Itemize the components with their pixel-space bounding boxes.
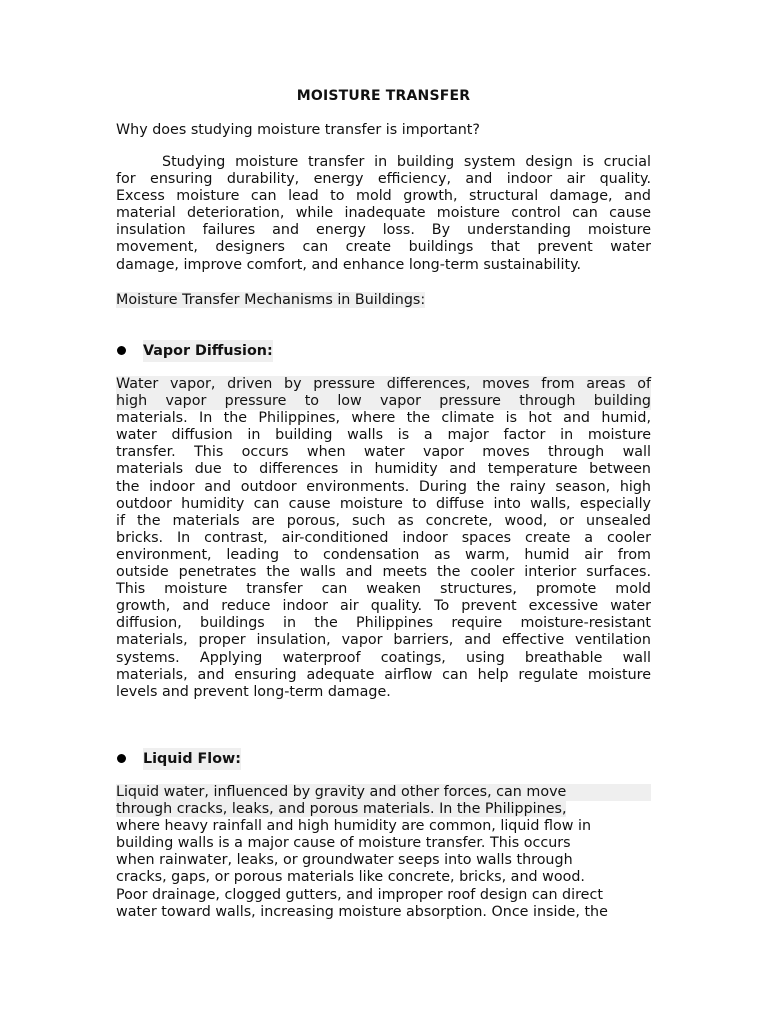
document-title: MOISTURE TRANSFER (296, 88, 471, 104)
vapor-diffusion-paragraph (116, 376, 651, 701)
paragraph-line: through cracks, leaks, and porous materials. In the Philippines, (116, 801, 567, 818)
intro-line: insulation failures and energy loss. By understanding moisture (116, 222, 651, 239)
bullet-vapor-diffusion (116, 340, 651, 362)
bullet-icon (117, 754, 126, 763)
question-text: Why does studying moisture transfer is important? (116, 122, 480, 138)
paragraph-line: diffusion, buildings in the Philippines require moisture-resistant (116, 615, 651, 632)
section-heading: Liquid Flow: (143, 748, 241, 770)
paragraph-line: where heavy rainfall and high humidity are common, liquid flow in (116, 818, 592, 835)
paragraph-line: Water vapor, driven by pressure differences, moves from areas of (116, 376, 651, 392)
paragraph-line: water diffusion in building walls is a major factor in moisture (116, 427, 651, 444)
paragraph-line: environment, leading to condensation as warm, humid air from (116, 546, 651, 563)
paragraph-line: cracks, gaps, or porous materials like concrete, bricks, and wood. (116, 869, 585, 886)
intro-line: Studying moisture transfer in building system design is crucial (162, 154, 651, 170)
paragraph-line: growth, and reduce indoor air quality. To prevent excessive water (116, 598, 651, 615)
paragraph-line: the indoor and outdoor environments. During the rainy season, high (116, 478, 651, 495)
intro-line: Excess moisture can lead to mold growth, structural damage, and (116, 188, 651, 205)
paragraph-line: outside penetrates the walls and meets the cooler interior surfaces. (116, 564, 651, 581)
paragraph-line: Poor drainage, clogged gutters, and improper roof design can direct (116, 886, 603, 903)
intro-line: for ensuring durability, energy efficiency, and indoor air quality. (116, 171, 651, 188)
paragraph-line: transfer. This occurs when water vapor moves through wall (116, 444, 651, 461)
intro-line: movement, designers can create buildings that prevent water (116, 239, 651, 256)
paragraph-line: outdoor humidity can cause moisture to diffuse into walls, especially (116, 495, 651, 512)
intro-paragraph (116, 154, 651, 274)
section-heading: Vapor Diffusion: (143, 340, 273, 362)
paragraph-line: materials, and ensuring adequate airflow can help regulate moisture (116, 666, 651, 683)
paragraph-line: when rainwater, leaks, or groundwater seeps into walls through (116, 852, 573, 869)
paragraph-line: materials due to differences in humidity and temperature between (116, 461, 651, 478)
paragraph-line: water toward walls, increasing moisture absorption. Once inside, the (116, 903, 608, 920)
mechanisms-heading: Moisture Transfer Mechanisms in Buildings: (116, 292, 426, 308)
bullet-liquid-flow (116, 748, 651, 770)
intro-line: material deterioration, while inadequate moisture control can cause (116, 205, 651, 222)
paragraph-line: high vapor pressure to low vapor pressure through building (116, 393, 651, 410)
liquid-flow-paragraph (116, 784, 651, 921)
paragraph-line: materials, proper insulation, vapor barriers, and effective ventilation (116, 632, 651, 649)
paragraph-line: levels and prevent long-term damage. (116, 683, 391, 700)
intro-line: damage, improve comfort, and enhance long-term sustainability. (116, 256, 582, 273)
paragraph-line: This moisture transfer can weaken structures, promote mold (116, 581, 651, 598)
paragraph-line: systems. Applying waterproof coatings, using breathable wall (116, 649, 651, 666)
paragraph-line: Liquid water, influenced by gravity and other forces, can move (116, 784, 651, 801)
bullet-icon (117, 346, 126, 355)
paragraph-line: if the materials are porous, such as concrete, wood, or unsealed (116, 512, 651, 529)
paragraph-line: bricks. In contrast, air-conditioned indoor spaces create a cooler (116, 529, 651, 546)
paragraph-line: materials. In the Philippines, where the climate is hot and humid, (116, 410, 651, 427)
paragraph-line: building walls is a major cause of moisture transfer. This occurs (116, 835, 571, 852)
